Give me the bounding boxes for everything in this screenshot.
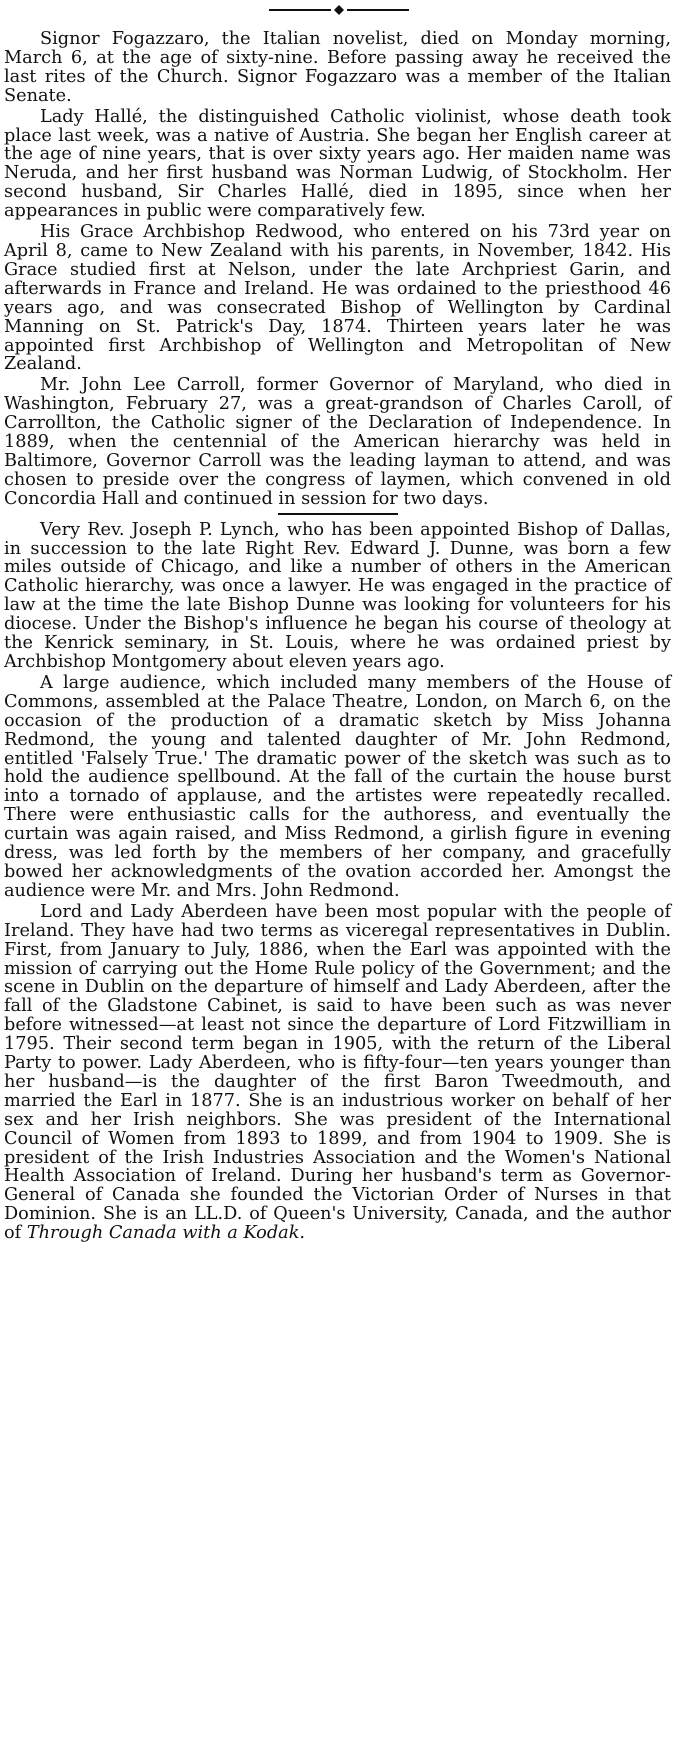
paragraph-lady-halle: Lady Hallé, the distinguished Catholic violinist, whose death took place last week, was a native of Austria. She began her English career at the age of nine years, that is over sixty years ago. Her maiden name was Neruda, and her first husband was Norman Ludwig, of Stockholm. Her second husband, Sir Charles Hallé, died in 1895, since when her appearances in public were comparatively few. [4,106,671,222]
aberdeen-text: Lord and Lady Aberdeen have been most popular with the people of Ireland. They have had two terms as viceregal representatives in Dublin. First, from January to July, 1886, when the Earl was appointed with the mission of carrying out the Home Rule policy of the Government; and the scene in Dublin on the departure of himself and Lady Aberdeen, after the fall of the Gladstone Cabinet, is said to have been such as was never before witnessed—at least not since the departure of Lord Fitzwilliam in 1795. Their second term began in 1905, with the return of the Liberal Party to power. Lady Aberdeen, who is fifty-four—ten years younger than her husband—is the daughter of the first Baron Tweedmouth, and married the Earl in 1877. She is an industrious worker on behalf of her sex and her Irish neighbors. She was president of the International Council of Women from 1893 to 1899, and from 1904 to 1909. She is president of the Irish Industries Association and the Women's National Health Association of Ireland. During her husband's term as Governor-General of Canada she founded the Victorian Order of Nurses in that Dominion. She is an LL.D. of Queen's University, Canada, and the author of [4,901,671,1244]
paragraph-fogazzaro: Signor Fogazzaro, the Italian novelist, died on Monday morning, March 6, at the age of sixty-nine. Before passing away he received the last rites of the Church. Signor Fogazzaro was a member of the Italian Senate. [4,29,671,106]
paragraph-john-lee-carroll: Mr. John Lee Carroll, former Governor of Maryland, who died in Washington, February 27, was a great-grandson of Charles Caroll, of Carrollton, the Catholic signer of the Declaration of Independence. In 1889, when the centennial of the American hierarchy was held in Baltimore, Governor Carroll was the leading layman to attend, and was chosen to preside over the congress of laymen, which convened in old Concordia Hall and continued in session for two days. [4,375,671,509]
paragraph-joseph-lynch: Very Rev. Joseph P. Lynch, who has been appointed Bishop of Dallas, in succession to the late Right Rev. Edward J. Dunne, was born a few miles outside of Chicago, and like a number of others in the American Catholic hierarchy, was once a lawyer. He was engaged in the practice of law at the time the late Bishop Dunne was looking for volunteers for his diocese. Under the Bishop's influence he began his course of theology at the Kenrick seminary, in St. Louis, where he was ordained priest by Archbishop Montgomery about eleven years ago. [4,519,671,672]
book-title: Through Canada with a Kodak. [26,1223,306,1244]
section-divider [278,513,398,515]
ornamental-rule-icon [269,4,409,16]
paragraph-archbishop-redwood: His Grace Archbishop Redwood, who entered on his 73rd year on April 8, came to New Zealand with his parents, in November, 1842. His Grace studied first at Nelson, under the late Archpriest Garin, and afterwards in France and Ireland. He was ordained to the priesthood 46 years ago, and was consecrated Bishop of Wellington by Cardinal Manning on St. Patrick's Day, 1874. Thirteen years later he was appointed first Archbishop of Wellington and Metropolitan of New Zealand. [4,222,671,375]
paragraph-johanna-redmond: A large audience, which included many members of the House of Commons, assembled at the Palace Theatre, London, on March 6, on the occasion of the production of a dramatic sketch by Miss Johanna Redmond, the young and talented daughter of Mr. John Redmond, entitled 'Falsely True.' The dramatic power of the sketch was such as to hold the audience spellbound. At the fall of the curtain the house burst into a tornado of applause, and the artistes were repeatedly recalled. There were enthusiastic calls for the authoress, and eventually the curtain was again raised, and Miss Redmond, a girlish figure in evening dress, was led forth by the members of her company, and gracefully bowed her acknowledgments of the ovation accorded her. Amongst the audience were Mr. and Mrs. John Redmond. [4,672,671,901]
paragraph-lord-lady-aberdeen [4,903,671,1243]
